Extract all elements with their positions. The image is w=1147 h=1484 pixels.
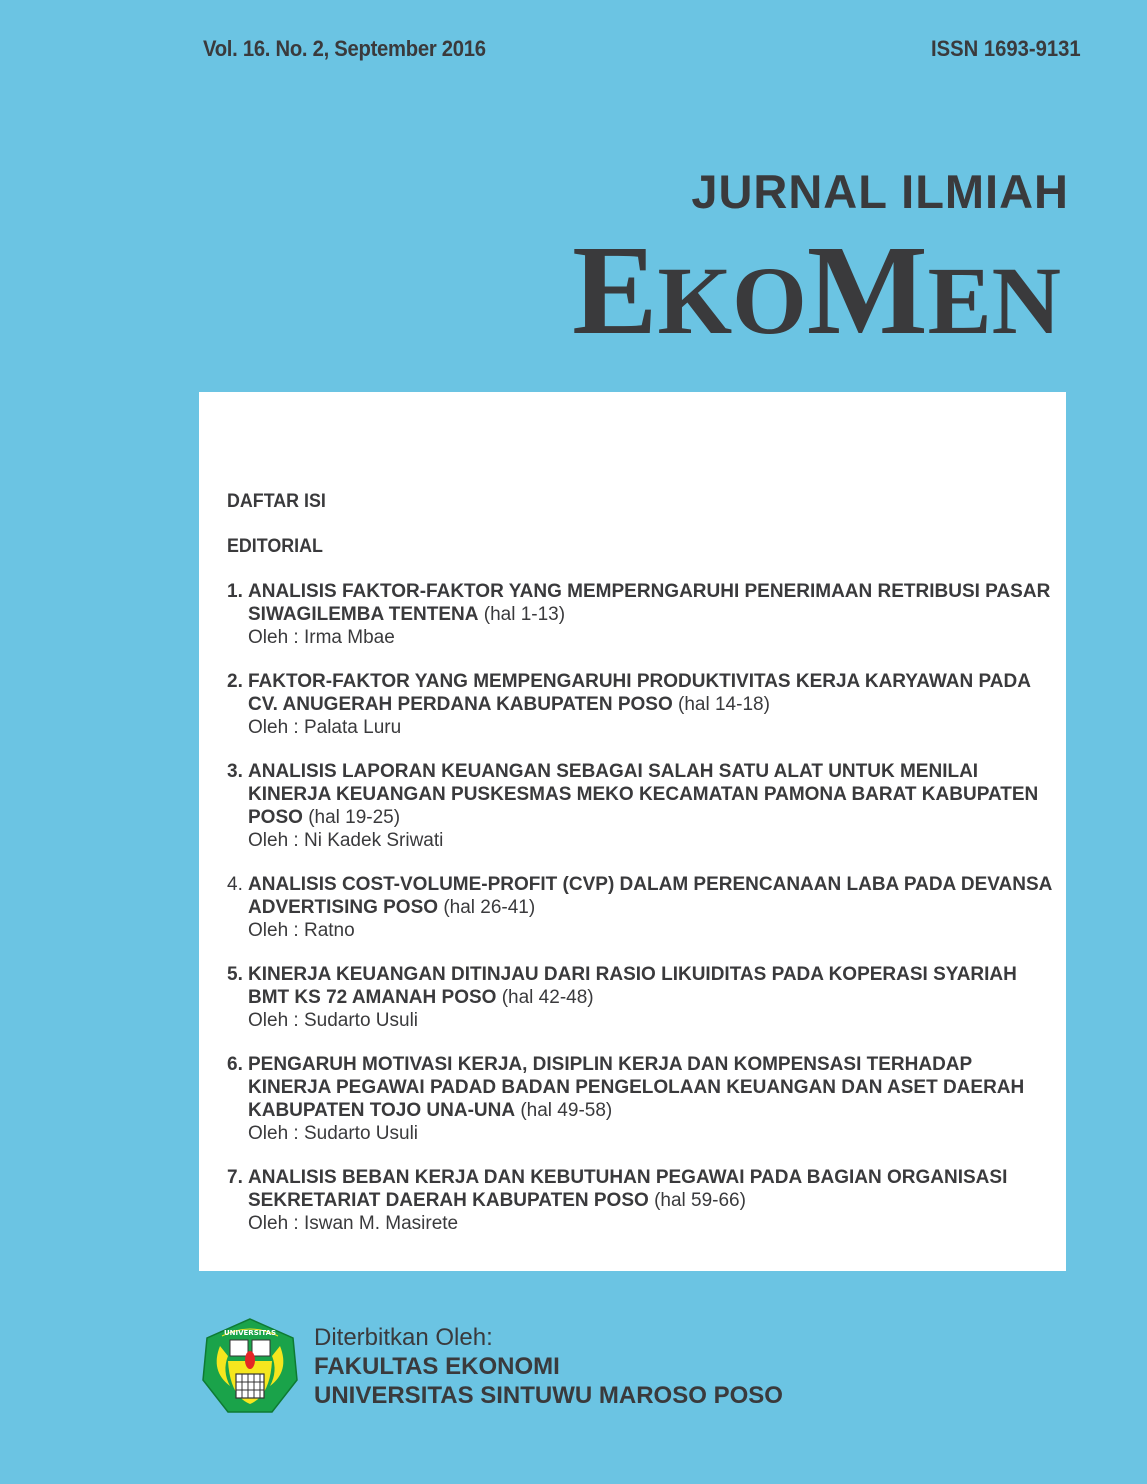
entry-pages: (hal 49-58) [520,1100,613,1121]
volume-info: Vol. 16. No. 2, September 2016 [203,36,486,61]
entry-pages: (hal 59-66) [654,1190,746,1211]
entry-title: PENGARUH MOTIVASI KERJA, DISIPLIN KERJA DAN KOMPENSASI TERHADAP KINERJA PEGAWAI PADAD BADAN PENGELOLAAN KEUANGAN DAN ASET DAERAH KABUPATEN TOJO UNA-UNA [248,1054,1025,1121]
toc-entry [227,963,1056,1032]
toc-entry [227,1166,1056,1235]
table-of-contents [227,490,1056,1256]
publisher-text [314,1323,783,1410]
publisher-university: UNIVERSITAS SINTUWU MAROSO POSO [314,1381,783,1409]
entry-title: ANALISIS LAPORAN KEUANGAN SEBAGAI SALAH SATU ALAT UNTUK MENILAI KINERJA KEUANGAN PUSKESMAS MEKO KECAMATAN PAMONA BARAT KABUPATEN POSO [248,761,1039,828]
entry-author: Oleh : Palata Luru [248,717,402,738]
toc-editorial: EDITORIAL [227,536,323,557]
entry-pages: (hal 19-25) [308,807,401,828]
entry-title: ANALISIS FAKTOR-FAKTOR YANG MEMPERNGARUHI PENERIMAAN RETRIBUSI PASAR SIWAGILEMBA TENTENA [248,581,1051,625]
toc-entry [227,873,1056,942]
title-part: KO [657,247,807,354]
entry-number: 4. [227,874,243,895]
entry-number: 7. [227,1167,243,1188]
issn: ISSN 1693-9131 [931,36,1081,61]
entry-pages: (hal 26-41) [443,897,536,918]
entry-number: 2. [227,671,243,692]
entry-number: 6. [227,1054,243,1075]
publisher-label: Diterbitkan Oleh: [314,1323,493,1351]
toc-entry [227,580,1056,649]
toc-heading: DAFTAR ISI [227,491,326,512]
entry-number: 1. [227,581,243,602]
entry-author: Oleh : Ni Kadek Sriwati [248,830,444,851]
entry-title: FAKTOR-FAKTOR YANG MEMPENGARUHI PRODUKTIVITAS KERJA KARYAWAN PADA CV. ANUGERAH PERDANA KABUPATEN POSO [248,671,1031,715]
entry-pages: (hal 14-18) [678,694,770,715]
toc-entry [227,760,1056,852]
title-part: M [806,219,928,361]
svg-text:UNIVERSITAS: UNIVERSITAS [223,1329,277,1337]
entry-title: ANALISIS BEBAN KERJA DAN KEBUTUHAN PEGAWAI PADA BAGIAN ORGANISASI SEKRETARIAT DAERAH KABUPATEN POSO [248,1167,1008,1211]
entry-number: 5. [227,964,243,985]
university-logo-icon [200,1316,300,1416]
toc-entry [227,670,1056,739]
publisher-faculty: FAKULTAS EKONOMI [314,1352,560,1380]
entry-pages: (hal 1-13) [483,604,566,625]
entry-author: Oleh : Sudarto Usuli [248,1123,419,1144]
entry-number: 3. [227,761,243,782]
table-of-contents-panel [199,392,1066,1271]
entry-author: Oleh : Irma Mbae [248,627,395,648]
toc-entry [227,1053,1056,1145]
entry-author: Oleh : Ratno [248,920,355,941]
publisher-block [200,1316,783,1416]
entry-author: Oleh : Sudarto Usuli [248,1010,419,1031]
title-part: E [572,219,658,361]
title-part: EN [927,247,1061,354]
entry-title: ANALISIS COST-VOLUME-PROFIT (CVP) DALAM PERENCANAAN LABA PADA DEVANSA ADVERTISING POSO [248,874,1052,918]
entry-author: Oleh : Iswan M. Masirete [248,1213,459,1234]
journal-subtitle: JURNAL ILMIAH [691,165,1069,218]
journal-title [572,219,1061,361]
entry-title: KINERJA KEUANGAN DITINJAU DARI RASIO LIKUIDITAS PADA KOPERASI SYARIAH BMT KS 72 AMANAH POSO [248,964,1017,1008]
entry-pages: (hal 42-48) [501,987,594,1008]
